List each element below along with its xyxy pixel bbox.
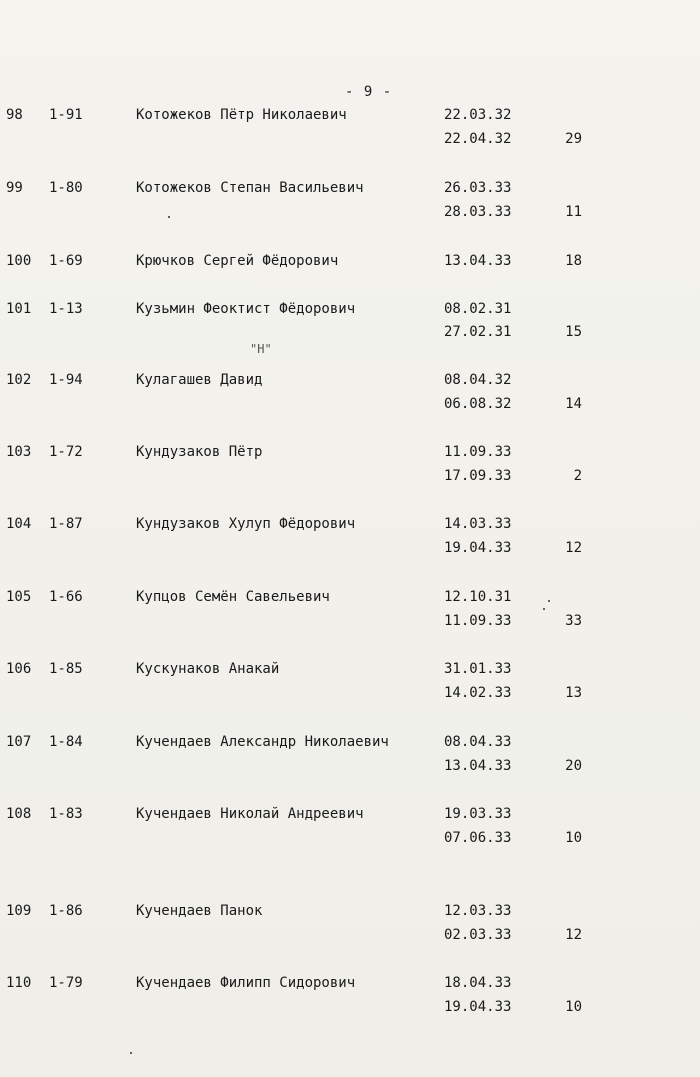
- entry-name: Кускунаков Анакай: [136, 661, 280, 677]
- entry-start-date: 12.03.33: [444, 903, 512, 919]
- entry-sheet-count: 12: [565, 927, 582, 943]
- entry-end-date: 13.04.33: [444, 758, 512, 774]
- entry-file-code: 1-94: [49, 372, 83, 388]
- entry-sheet-count: 18: [565, 253, 582, 269]
- section-mark: "Н": [250, 342, 272, 356]
- entry-sheet-count: 10: [565, 999, 582, 1015]
- entry-file-code: 1-87: [49, 516, 83, 532]
- entry-sheet-count: 15: [565, 324, 582, 340]
- entry-name: Крючков Сергей Фёдорович: [136, 253, 339, 269]
- entry-end-date: 06.08.32: [444, 396, 512, 412]
- entry-number: 100: [6, 253, 32, 269]
- scan-speck: [130, 1052, 132, 1054]
- entry-name: Кучендаев Николай Андреевич: [136, 806, 364, 822]
- entry-sheet-count: 14: [565, 396, 582, 412]
- entry-end-date: 02.03.33: [444, 927, 512, 943]
- entry-start-date: 14.03.33: [444, 516, 512, 532]
- entry-number: 101: [6, 301, 32, 317]
- entry-number: 108: [6, 806, 32, 822]
- entry-start-date: 26.03.33: [444, 180, 512, 196]
- entry-file-code: 1-83: [49, 806, 83, 822]
- scan-speck: [168, 216, 170, 218]
- entry-file-code: 1-91: [49, 107, 83, 123]
- entry-number: 105: [6, 589, 32, 605]
- entry-sheet-count: 29: [565, 131, 582, 147]
- entry-number: 99: [6, 180, 23, 196]
- entry-name: Купцов Семён Савельевич: [136, 589, 330, 605]
- entry-end-date: 17.09.33: [444, 468, 512, 484]
- scan-speck: [543, 608, 545, 610]
- entry-sheet-count: 20: [565, 758, 582, 774]
- entry-start-date: 08.04.32: [444, 372, 512, 388]
- entry-number: 104: [6, 516, 32, 532]
- list-item: [0, 975, 700, 1035]
- list-item: [0, 444, 700, 504]
- entry-file-code: 1-79: [49, 975, 83, 991]
- entry-end-date: 22.04.32: [444, 131, 512, 147]
- entry-sheet-count: 12: [565, 540, 582, 556]
- entry-name: Кучендаев Панок: [136, 903, 263, 919]
- entry-number: 98: [6, 107, 23, 123]
- entry-start-date: 08.02.31: [444, 301, 512, 317]
- entry-start-date: 19.03.33: [444, 806, 512, 822]
- entry-file-code: 1-69: [49, 253, 83, 269]
- list-item: [0, 180, 700, 240]
- entry-sheet-count: 11: [565, 204, 582, 220]
- entry-end-date: 07.06.33: [444, 830, 512, 846]
- page-number: - 9 -: [345, 84, 393, 100]
- entry-number: 103: [6, 444, 32, 460]
- entry-file-code: 1-85: [49, 661, 83, 677]
- entry-start-date: 08.04.33: [444, 734, 512, 750]
- list-item: [0, 301, 700, 361]
- entry-end-date: 11.09.33: [444, 613, 512, 629]
- entry-file-code: 1-66: [49, 589, 83, 605]
- entry-end-date: 19.04.33: [444, 540, 512, 556]
- entry-file-code: 1-86: [49, 903, 83, 919]
- entry-number: 106: [6, 661, 32, 677]
- entry-name: Кучендаев Филипп Сидорович: [136, 975, 356, 991]
- list-item: [0, 107, 700, 167]
- entry-name: Котожеков Степан Васильевич: [136, 180, 364, 196]
- list-item: [0, 806, 700, 866]
- list-item: [0, 589, 700, 649]
- entry-number: 109: [6, 903, 32, 919]
- entry-name: Кундузаков Пётр: [136, 444, 263, 460]
- entry-number: 110: [6, 975, 32, 991]
- entry-name: Кундузаков Хулуп Фёдорович: [136, 516, 356, 532]
- list-item: [0, 734, 700, 794]
- list-item: [0, 661, 700, 721]
- entry-name: Кучендаев Александр Николаевич: [136, 734, 389, 750]
- entry-end-date: 19.04.33: [444, 999, 512, 1015]
- entry-start-date: 11.09.33: [444, 444, 512, 460]
- entry-sheet-count: 13: [565, 685, 582, 701]
- entry-file-code: 1-84: [49, 734, 83, 750]
- entry-number: 102: [6, 372, 32, 388]
- entry-end-date: 14.02.33: [444, 685, 512, 701]
- entry-start-date: 22.03.32: [444, 107, 512, 123]
- entry-name: Кулагашев Давид: [136, 372, 263, 388]
- entry-number: 107: [6, 734, 32, 750]
- entry-name: Кузьмин Феоктист Фёдорович: [136, 301, 356, 317]
- entry-file-code: 1-80: [49, 180, 83, 196]
- entry-end-date: 28.03.33: [444, 204, 512, 220]
- entry-start-date: 18.04.33: [444, 975, 512, 991]
- list-item: [0, 372, 700, 432]
- entry-name: Котожеков Пётр Николаевич: [136, 107, 347, 123]
- entry-file-code: 1-13: [49, 301, 83, 317]
- list-item: [0, 903, 700, 963]
- entry-sheet-count: 10: [565, 830, 582, 846]
- entry-start-date: 12.10.31: [444, 589, 512, 605]
- entry-start-date: 13.04.33: [444, 253, 512, 269]
- list-item: [0, 516, 700, 576]
- scan-speck: [548, 600, 550, 602]
- entry-sheet-count: 2: [573, 468, 582, 484]
- entry-sheet-count: 33: [565, 613, 582, 629]
- entry-end-date: 27.02.31: [444, 324, 512, 340]
- entry-start-date: 31.01.33: [444, 661, 512, 677]
- entry-file-code: 1-72: [49, 444, 83, 460]
